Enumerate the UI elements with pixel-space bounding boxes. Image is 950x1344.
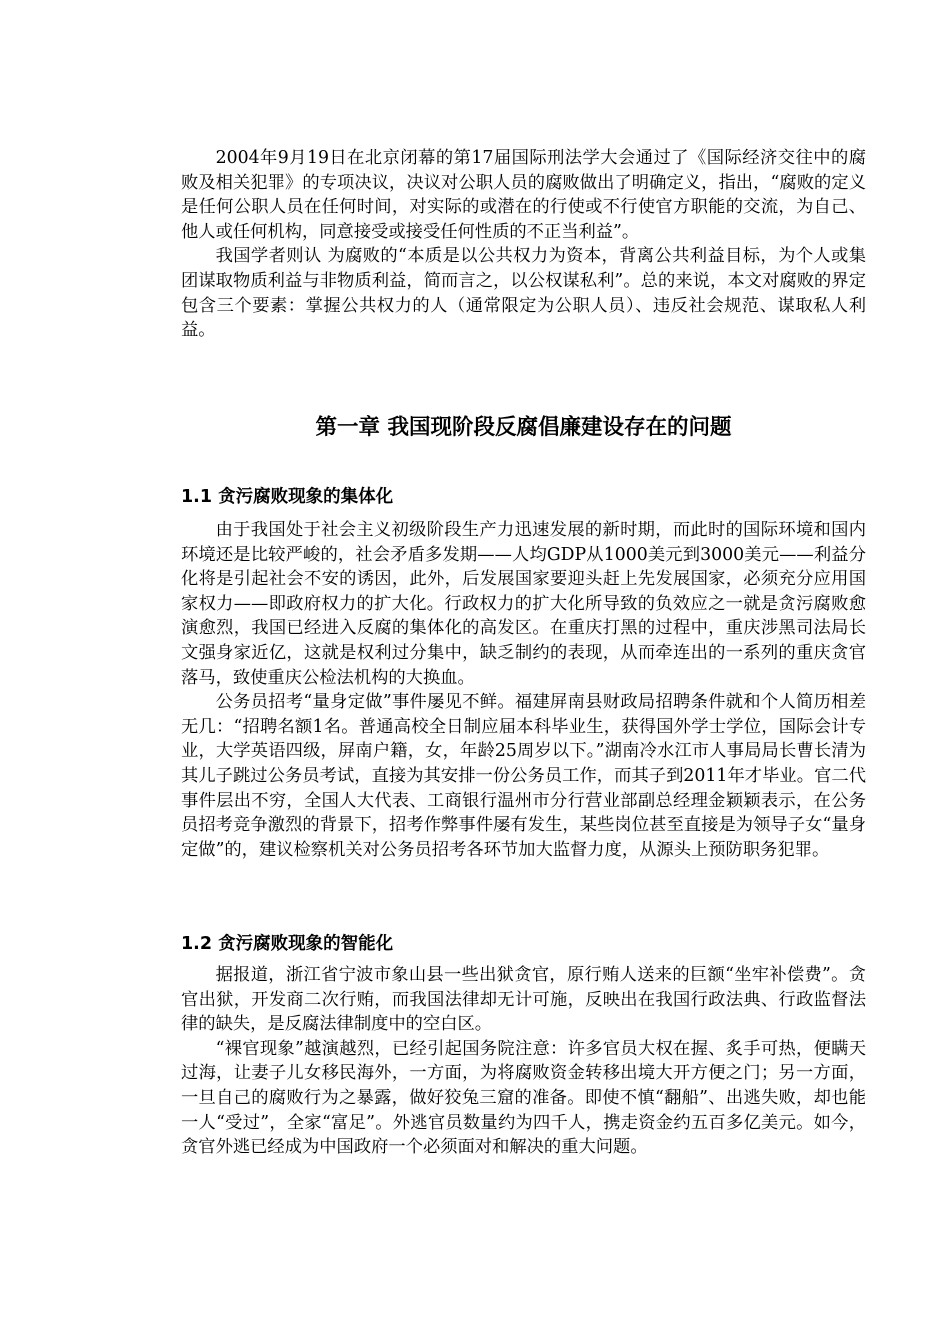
section-1-paragraph-2: 公务员招考“量身定做”事件屡见不鲜。福建屏南县财政局招聘条件就和个人简历相差无几：“招聘名额1名。普通高校全日制应届本科毕业生，获得国外学士学位，国际会计专业，大学英语四级，屏南户籍，女，年龄25周岁以下。”湖南冷水江市人事局局长曹长清为其儿子跳过公务员考试，直接为其安排一份公务员工作，而其子到2011年才毕业。官二代事件层出不穷，全国人大代表、工商银行温州市分行营业部副总经理金颖颖表示，在公务员招考竞争激烈的背景下，招考作弊事件屡有发生，某些岗位甚至直接是为领导子女“量身定做”的，建议检察机关对公务员招考各环节加大监督力度，从源头上预防职务犯罪。 xyxy=(181,692,866,860)
section-2-body xyxy=(181,963,866,1160)
intro-section xyxy=(181,146,866,343)
section-2-paragraph-1: 据报道，浙江省宁波市象山县一些出狱贪官，原行贿人送来的巨额“坐牢补偿费”。贪官出狱，开发商二次行贿，而我国法律却无计可施，反映出在我国行政法典、行政监督法律的缺失，是反腐法律制度中的空白区。 xyxy=(181,965,866,1035)
section-2-title: 1.2 贪污腐败现象的智能化 xyxy=(181,934,394,954)
intro-paragraph-2: 我国学者则认 为腐败的“本质是以公共权力为资本，背离公共利益目标，为个人或集团谋取物质利益与非物质利益，简而言之，以公权谋私利”。总的来说，本文对腐败的界定包含三个要素：掌握公共权力的人（通常限定为公职人员）、违反社会规范、谋取私人利益。 xyxy=(181,246,866,341)
section-2-paragraph-2: “裸官现象”越演越烈，已经引起国务院注意：许多官员大权在握、炙手可热，便瞒天过海，让妻子儿女移民海外，一方面，为将腐败资金转移出境大开方便之门；另一方面，一旦自己的腐败行为之暴露，做好狡兔三窟的准备。即使不慎“翻船”、出逃失败，却也能一人“受过”，全家“富足”。外逃官员数量约为四千人，携走资金约五百多亿美元。如今，贪官外逃已经成为中国政府一个必须面对和解决的重大问题。 xyxy=(181,1038,866,1158)
intro-paragraph-1: 2004年9月19日在北京闭幕的第17届国际刑法学大会通过了《国际经济交往中的腐败及相关犯罪》的专项决议，决议对公职人员的腐败做出了明确定义，指出，“腐败的定义是任何公职人员在任何时间，对实际的或潜在的行使或不行使官方职能的交流，为自己、他人或任何机构，同意接受或接受任何性质的不正当利益”。 xyxy=(181,148,866,242)
section-1-paragraph-1: 由于我国处于社会主义初级阶段生产力迅速发展的新时期，而此时的国际环境和国内环境还是比较严峻的，社会矛盾多发期——人均GDP从1000美元到3000美元——利益分化将是引起社会不安的诱因，此外，后发展国家要迎头赶上先发展国家，必须充分应用国家权力——即政府权力的扩大化。行政权力的扩大化所导致的负效应之一就是贪污腐败愈演愈烈，我国已经进入反腐的集体化的高发区。在重庆打黑的过程中，重庆涉黑司法局长文强身家近亿，这就是权利过分集中，缺乏制约的表现，从而牵连出的一系列的重庆贪官落马，致使重庆公检法机构的大换血。 xyxy=(181,520,866,688)
section-1-body xyxy=(181,518,866,862)
chapter-title: 第一章 我国现阶段反腐倡廉建设存在的问题 xyxy=(315,415,732,440)
section-1-title: 1.1 贪污腐败现象的集体化 xyxy=(181,487,394,507)
